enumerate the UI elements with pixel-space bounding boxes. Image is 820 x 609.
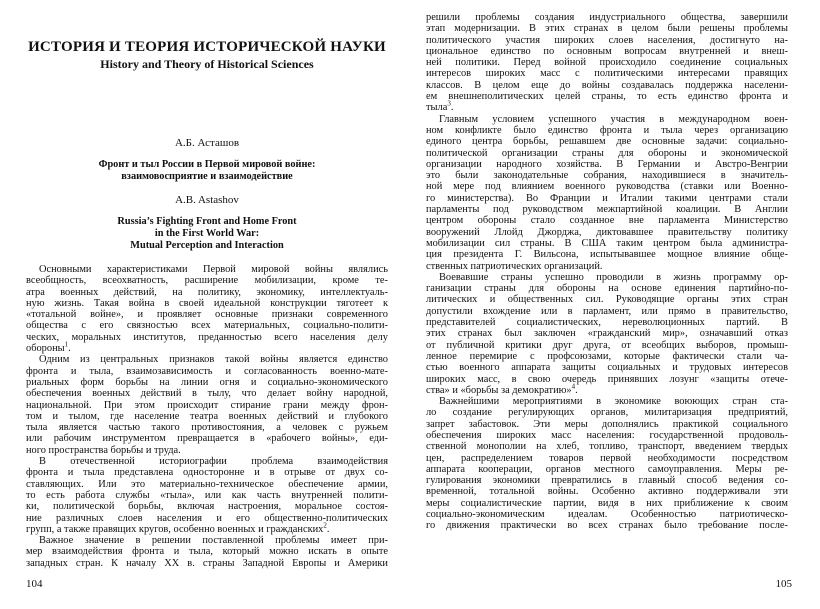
text-line: мер взаимодействия фронта и тыла, который можно искать в опыте: [26, 546, 388, 558]
text-segment: тыла: [426, 102, 448, 114]
text-line: центром обороны стало созданное вне парламента Министерство: [426, 215, 788, 227]
text-line: Главным условием успешного участия в международном воен-: [439, 113, 788, 125]
text-line: «тотальной войне», и проявляет основные признаки современного: [26, 309, 388, 321]
text-line: Важное значение в решении поставленной проблемы имеет при-: [39, 535, 388, 547]
text-line: обеспечения широких масс населения: государственной продоволь-: [426, 429, 788, 441]
text-line: ленное перемирие с профсоюзами, которые фактически стали ча-: [426, 350, 788, 362]
text-line: ней политики. Перед войной происходило соединение социальных: [426, 57, 788, 69]
text-line: аппарата кооперации, органов местного самоуправления. Меры ре-: [426, 463, 788, 475]
text-line: гулирования экономики превратились в главный способ ведения со-: [426, 475, 788, 487]
text-line: Основными характеристиками Первой мировой войны являлись: [39, 264, 388, 275]
section-subtitle: History and Theory of Historical Sciences: [100, 57, 314, 71]
text-line: обеспечения военных действий в тылу, что делает войну народной,: [26, 388, 388, 400]
text-line: организации народного хозяйства. В Германии и Австро-Венгрии: [426, 158, 788, 170]
footnote-mark: 2: [323, 521, 327, 530]
article-title-ru: [26, 159, 388, 183]
page-number: 105: [775, 578, 792, 590]
text-line: ганизации страны для обороны на основе единения партийно-по-: [426, 283, 788, 295]
footnote-mark: 1: [64, 340, 69, 349]
title-en-line: Mutual Perception and Interaction: [130, 240, 284, 251]
page-number: 104: [26, 578, 43, 590]
text-line: литических и общественных сил. Руководящие органы этих стран: [426, 294, 788, 306]
text-line: единого центра борьбы, решавшем две основные задачи: социально-: [426, 136, 788, 148]
text-line: групп, а также правящих кругов, особенно военных и гражданских$^2$.: [26, 521, 330, 535]
text-line: В отечественной историографии проблема взаимодействия: [39, 456, 388, 468]
text-line: ло создание регулирующих органов, милитаризация предприятий,: [426, 407, 788, 419]
left-column: [26, 38, 388, 569]
text-line: Воевавшие страны успешно проводили в жизнь программу ор-: [439, 271, 788, 283]
text-line: обороны$^1$.: [26, 340, 71, 355]
text-line: фронта и тыла, взаимозависимость и согласованность военно-мате-: [26, 365, 388, 377]
text-line: ставляющих. Или это материально-техническое обеспечение армии,: [26, 478, 388, 490]
text-line: го министерства). Во Франции и Италии такими центрами стали: [426, 192, 788, 204]
footnote-mark: 3: [447, 99, 451, 108]
text-line: интересов широких масс с политическими интересами правящих: [426, 68, 788, 80]
text-line: представителей социалистических, нереволюционных партий. В: [426, 317, 788, 329]
text-line: или рабочим инструментом превращается в «рабочего войны», еди-: [26, 433, 388, 445]
text-line: ства» и «борьбы за демократию»$^4$.: [426, 382, 578, 396]
author-ru: А.Б. Асташов: [174, 137, 240, 149]
title-ru-line: взаимовосприятие и взаимодействие: [121, 171, 293, 182]
text-line: ки, политической борьбы, включая настроения, моральное состоя-: [26, 501, 388, 513]
title-ru-line: Фронт и тыл России в Первой мировой войне:: [98, 159, 316, 170]
text-line: ственной монополии на хлеб, топливо, транспорт, введением твердых: [426, 441, 788, 453]
text-line: риальных форм борьбы на линии огня и социально-экономического: [26, 376, 388, 388]
text-line: социально-экономическим идеалам. Особенностью патриотическо-: [426, 509, 788, 521]
text-line: цен, распределением товаров первой необходимости посредством: [426, 452, 788, 464]
text-line: парламенты под руководством межпартийной коалиции. В Англии: [426, 204, 788, 216]
section-title: ИСТОРИЯ И ТЕОРИЯ ИСТОРИЧЕСКОЙ НАУКИ: [28, 39, 386, 55]
right-page: [410, 0, 820, 609]
text-segment: ства» и «борьбы за демократию»: [426, 384, 572, 396]
text-line: фронта и тыла представлена односторонне и в отрыве от двух со-: [26, 467, 388, 479]
text-line: политической организации страны для обороны и экономической: [426, 147, 788, 159]
text-line: широких масс, в свою очередь принявших лозунг «защиты отече-: [426, 373, 788, 385]
text-line: ственных патриотических организаций.: [426, 260, 603, 272]
text-line: ной мере под влиянием военного руководства (ставки или Военно-: [426, 181, 788, 193]
text-line: Важнейшими мероприятиями в экономике воюющих стран ста-: [439, 396, 788, 408]
text-line: допустили вхождение или в парламент, или прямо в правительство,: [426, 305, 788, 317]
text-line: циональное единство по основным вопросам внутренней и внеш-: [426, 45, 788, 57]
text-line: ние различных слоев населения и его общественно-политических: [26, 512, 388, 524]
text-line: го движения практически во всех странах было требование после-: [426, 520, 788, 532]
text-line: вооружений Ллойд Джорджа, диктовавшее правительству политику: [426, 226, 788, 238]
text-segment: обороны: [26, 343, 65, 355]
title-en-line: Russia’s Fighting Front and Home Front: [117, 216, 297, 227]
text-line: общества с его связностью всех материальных, социально-полити-: [26, 320, 388, 332]
text-line: мобилизации сил страны. В США таким центром была администра-: [426, 237, 788, 249]
text-line: всеобщность, всеохватность, расширение мобилизации, кроме те-: [26, 275, 388, 287]
text-line: ном конфликте было единство фронта и тыла через организацию: [426, 124, 788, 136]
text-line: стью военного аппарата защиты социальных и трудовых интересов: [426, 362, 788, 374]
author-en: A.B. Astashov: [175, 194, 239, 206]
right-body-text: [426, 12, 788, 532]
text-line: временной, тотальной войны. Особенно активно поддерживали эти: [426, 486, 788, 498]
text-line: это были законодательные собрания, находившиеся в значитель-: [426, 170, 788, 182]
title-en-line: in the First World War:: [154, 228, 260, 239]
text-line: ную жизнь. Такая война в своей идеальной конструкции тяготеет к: [26, 297, 388, 309]
left-body-text: [26, 264, 388, 569]
footnote-mark: 4: [571, 382, 576, 391]
text-line: меры социалистические партии, видя в них приближение к своим: [426, 497, 788, 509]
text-line: классов. В целом еще до войны создавалась поддержка населени-: [426, 79, 788, 91]
text-line: этих странах был заключен «гражданский мир», означавший отказ: [426, 328, 788, 340]
text-line: политического участия широких слоев населения, достигнуто на-: [426, 34, 788, 46]
text-line: атра военных действий, на политику, экономику, интеллектуаль-: [26, 286, 388, 298]
text-line: ческих, моральных институтов, преданностью всего населения делу: [26, 331, 388, 343]
text-line: от публичной критики друг друга, от всеобщих выборов, промыш-: [426, 339, 788, 351]
text-line: этап модернизации. В этих странах в целом были решены проблемы: [426, 23, 788, 35]
text-line: решили проблемы создания индустриального общества, завершили: [426, 12, 788, 23]
text-line: Одним из центральных признаков такой войны является единство: [39, 354, 388, 366]
text-line: ного пространства борьбы и труда.: [26, 444, 181, 456]
text-line: запрет забастовок. Эти меры дополнялись практикой социального: [426, 418, 788, 430]
article-title-en: [26, 216, 388, 252]
text-segment: групп, а также правящих кругов, особенно военных и гражданских: [26, 523, 324, 535]
text-line: ция президента Г. Вильсона, испытывавшее мощное влияние обще-: [426, 249, 788, 261]
text-line: том и тылом, где население театра военных действий и глубокого: [26, 410, 388, 422]
text-line: тыла является частью такого противостояния, а человек с ружьем: [26, 422, 388, 434]
text-line: национальной. При этом происходит стирание грани между фрон-: [26, 399, 388, 411]
text-line: тыла$^3$.: [426, 99, 454, 114]
text-line: то есть работа службы «тыла», или как часть внутренней полити-: [26, 489, 388, 501]
right-column: [426, 12, 788, 532]
text-line: западных стран. К началу XX в. страны Западной Европы и Америки: [26, 557, 388, 569]
text-line: ем внешнеполитических целей страны, то есть единство фронта и: [426, 91, 788, 103]
